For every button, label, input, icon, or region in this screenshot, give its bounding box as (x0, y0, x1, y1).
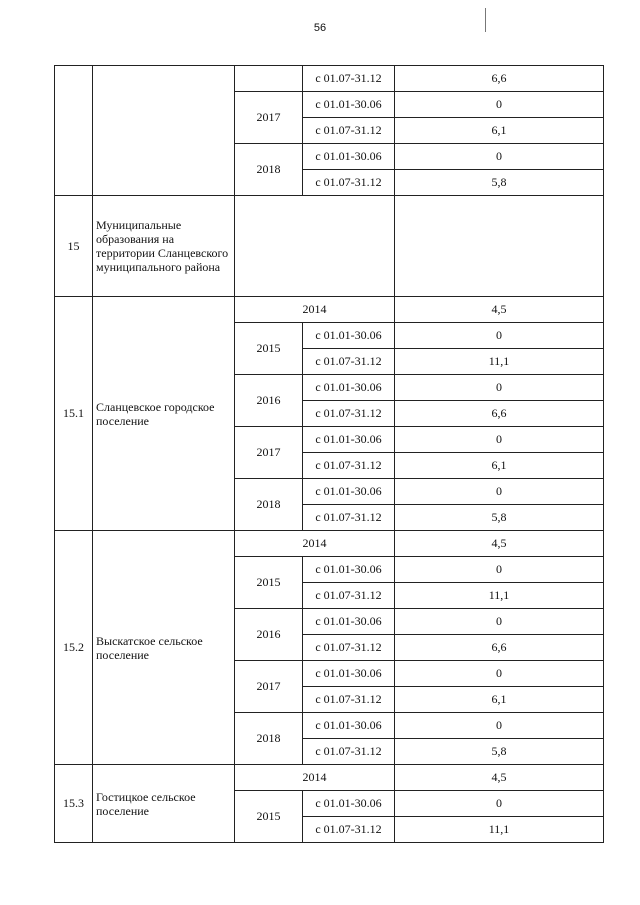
year-cell: 2014 (235, 297, 395, 323)
value-cell: 0 (395, 92, 604, 118)
value-cell: 11,1 (395, 583, 604, 609)
period-cell: с 01.01-30.06 (303, 557, 395, 583)
period-cell: с 01.07-31.12 (303, 401, 395, 427)
value-cell: 6,1 (395, 453, 604, 479)
section-num: 15 (55, 196, 93, 297)
value-cell: 5,8 (395, 739, 604, 765)
year-cell: 2015 (235, 323, 303, 375)
period-cell: с 01.07-31.12 (303, 118, 395, 144)
page-number: 56 (313, 22, 327, 34)
entry-name: Выскатское сельское поселение (93, 531, 235, 765)
empty-cell (395, 196, 604, 297)
value-cell: 11,1 (395, 349, 604, 375)
section-name: Муниципальные образования на территории Сланцевского муниципального района (93, 196, 235, 297)
year-cell: 2017 (235, 661, 303, 713)
value-cell: 5,8 (395, 505, 604, 531)
value-cell: 6,6 (395, 401, 604, 427)
period-cell: с 01.01-30.06 (303, 661, 395, 687)
entry-name: Сланцевское городское поселение (93, 297, 235, 531)
table-row (55, 765, 604, 791)
period-cell: с 01.07-31.12 (303, 66, 395, 92)
period-cell: с 01.01-30.06 (303, 609, 395, 635)
year-cell: 2016 (235, 375, 303, 427)
period-cell: с 01.01-30.06 (303, 479, 395, 505)
period-cell: с 01.07-31.12 (303, 453, 395, 479)
value-cell: 0 (395, 144, 604, 170)
entry-num: 15.1 (55, 297, 93, 531)
period-cell: с 01.07-31.12 (303, 170, 395, 196)
period-cell: с 01.01-30.06 (303, 375, 395, 401)
empty-cell (235, 196, 395, 297)
name-cell (93, 66, 235, 196)
value-cell: 4,5 (395, 765, 604, 791)
period-cell: с 01.01-30.06 (303, 92, 395, 118)
period-cell: с 01.07-31.12 (303, 349, 395, 375)
num-cell (55, 66, 93, 196)
period-cell: с 01.01-30.06 (303, 791, 395, 817)
scan-artifact-line (485, 8, 486, 32)
year-cell: 2018 (235, 713, 303, 765)
table-row (55, 66, 604, 92)
period-cell: с 01.01-30.06 (303, 427, 395, 453)
value-cell: 0 (395, 479, 604, 505)
year-cell: 2015 (235, 791, 303, 843)
year-cell: 2014 (235, 765, 395, 791)
year-cell: 2014 (235, 531, 395, 557)
year-cell: 2017 (235, 92, 303, 144)
value-cell: 5,8 (395, 170, 604, 196)
period-cell: с 01.07-31.12 (303, 505, 395, 531)
value-cell: 4,5 (395, 531, 604, 557)
value-cell: 0 (395, 323, 604, 349)
value-cell: 0 (395, 609, 604, 635)
value-cell: 0 (395, 375, 604, 401)
value-cell: 0 (395, 661, 604, 687)
value-cell: 11,1 (395, 817, 604, 843)
period-cell: с 01.01-30.06 (303, 323, 395, 349)
period-cell: с 01.07-31.12 (303, 817, 395, 843)
tariff-table (54, 65, 604, 843)
value-cell: 4,5 (395, 297, 604, 323)
value-cell: 0 (395, 427, 604, 453)
value-cell: 6,1 (395, 118, 604, 144)
value-cell: 6,6 (395, 66, 604, 92)
table-row (55, 297, 604, 323)
value-cell: 0 (395, 713, 604, 739)
period-cell: с 01.07-31.12 (303, 583, 395, 609)
value-cell: 0 (395, 791, 604, 817)
year-cell: 2015 (235, 557, 303, 609)
value-cell: 0 (395, 557, 604, 583)
table-row (55, 531, 604, 557)
year-cell: 2016 (235, 609, 303, 661)
year-cell (235, 66, 303, 92)
value-cell: 6,6 (395, 635, 604, 661)
period-cell: с 01.07-31.12 (303, 739, 395, 765)
entry-name: Гостицкое сельское поселение (93, 765, 235, 843)
year-cell: 2018 (235, 144, 303, 196)
year-cell: 2018 (235, 479, 303, 531)
period-cell: с 01.07-31.12 (303, 687, 395, 713)
value-cell: 6,1 (395, 687, 604, 713)
entry-num: 15.2 (55, 531, 93, 765)
year-cell: 2017 (235, 427, 303, 479)
period-cell: с 01.01-30.06 (303, 713, 395, 739)
period-cell: с 01.01-30.06 (303, 144, 395, 170)
period-cell: с 01.07-31.12 (303, 635, 395, 661)
entry-num: 15.3 (55, 765, 93, 843)
section-row (55, 196, 604, 297)
